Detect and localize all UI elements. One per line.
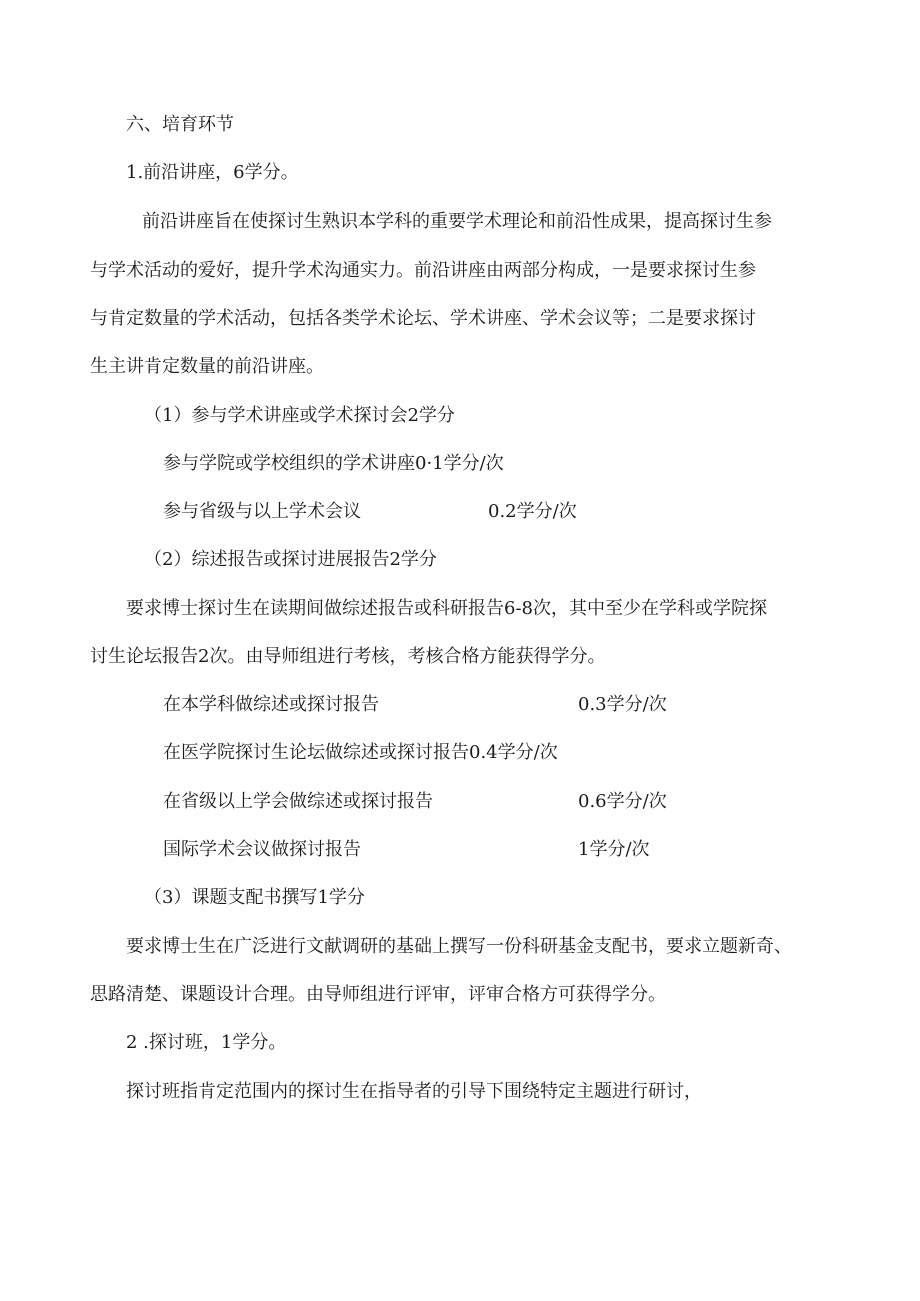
sub1-title: （1）参与学术讲座或学术探讨会2学分 [144, 405, 455, 426]
sub3-paragraph-line: 思路清楚、课题设计合理。由导师组进行评审，评审合格方可获得学分。 [90, 984, 666, 1005]
sub1-row-value: 0.2学分/次 [488, 501, 577, 522]
sub2-row-label: 在医学院探讨生论坛做综述或探讨报告0.4学分/次 [163, 742, 558, 763]
sub2-row-value: 1学分/次 [578, 839, 650, 860]
sub2-paragraph-line: 讨生论坛报告2次。由导师组进行考核，考核合格方能获得学分。 [90, 646, 606, 667]
item2-paragraph-line: 探讨班指肯定范围内的探讨生在指导者的引导下围绕特定主题进行研讨， [126, 1081, 702, 1102]
sub2-row-label: 在本学科做综述或探讨报告 [163, 694, 379, 715]
sub1-row-label: 参与省级与以上学术会议 [163, 501, 361, 522]
sub3-title: （3）课题支配书撰写1学分 [144, 887, 365, 908]
sub2-paragraph-line: 要求博士探讨生在读期间做综述报告或科研报告6-8次，其中至少在学科或学院探 [126, 598, 767, 619]
sub2-title: （2）综述报告或探讨进展报告2学分 [144, 549, 437, 570]
section-heading: 六、培育环节 [126, 114, 234, 135]
sub2-row-label: 在省级以上学会做综述或探讨报告 [163, 791, 433, 812]
sub2-row-label: 国际学术会议做探讨报告 [163, 839, 361, 860]
item1-paragraph-line: 与肯定数量的学术活动，包括各类学术论坛、学术讲座、学术会议等；二是要求探讨 [90, 308, 756, 329]
sub1-row-label: 参与学院或学校组织的学术讲座0·1学分/次 [163, 453, 504, 474]
item1-title: 1.前沿讲座，6学分。 [126, 162, 299, 183]
item1-paragraph-line: 生主讲肯定数量的前沿讲座。 [90, 356, 324, 377]
sub2-row-value: 0.3学分/次 [578, 694, 667, 715]
sub3-paragraph-line: 要求博士生在广泛进行文献调研的基础上撰写一份科研基金支配书，要求立题新奇、 [126, 936, 792, 957]
item1-paragraph-line: 与学术活动的爱好，提升学术沟通实力。前沿讲座由两部分构成，一是要求探讨生参 [90, 260, 756, 281]
sub2-row-value: 0.6学分/次 [578, 791, 667, 812]
item2-title: 2 .探讨班，1学分。 [126, 1032, 287, 1053]
item1-paragraph-line: 前沿讲座旨在使探讨生熟识本学科的重要学术理论和前沿性成果，提高探讨生参 [142, 211, 772, 232]
